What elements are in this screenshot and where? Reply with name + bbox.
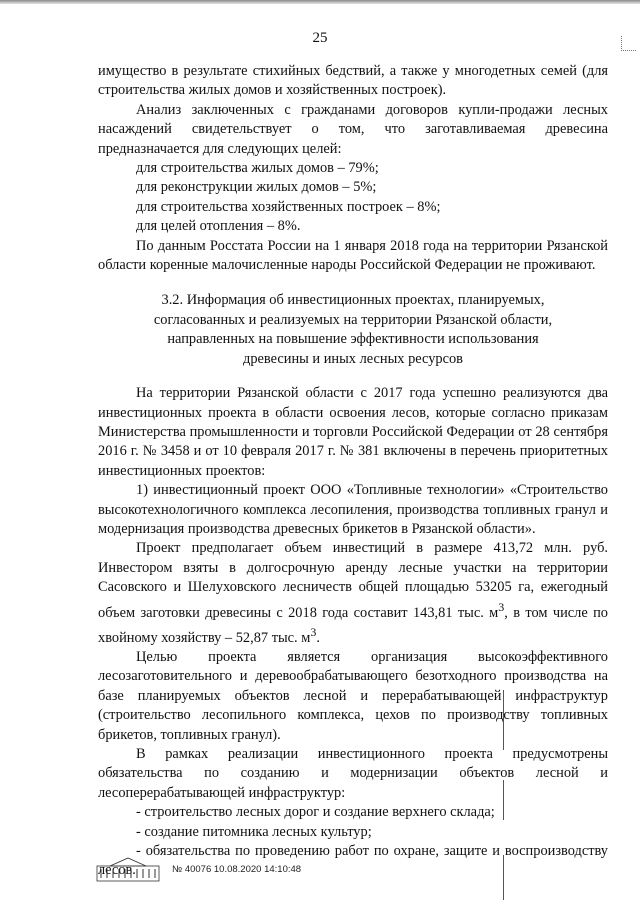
paragraph-investment <box>98 539 608 648</box>
section-heading-line: древесины и иных лесных ресурсов <box>243 350 463 367</box>
registration-stamp: № 40076 10.08.2020 14:10:48 <box>172 863 302 875</box>
paragraph-obligations: В рамках реализации инвестиционного проекта предусмотрены обязательства по созданию и модернизации объектов лесной и лесоперерабатывающей инфраструктур: <box>98 746 608 801</box>
investment-text: Проект предполагает объем инвестиций в размере 413,72 млн. руб. Инвестором взяты в долгосрочную аренду лесные участки на территории Сасовского и Шелуховского лесничеств общей площадью 53205 га, ежегодный объем заготовки древесины с 2018 года составит 143,81 тыс. м <box>98 540 608 621</box>
investment-text: . <box>316 629 320 646</box>
obligation-item: - строительство лесных дорог и создание верхнего склада; <box>136 804 495 821</box>
purpose-list-item: для реконструкции жилых домов – 5%; <box>136 179 377 196</box>
section-heading-line: направленных на повышение эффективности использования <box>167 331 539 348</box>
purpose-list-item: для строительства жилых домов – 79%; <box>136 160 379 177</box>
paragraph-project: 1) инвестиционный проект ООО «Топливные технологии» «Строительство высокотехнологичного комплекса лесопиления, производства топливных гранул и модернизация производства древесных брикетов в Рязанской области». <box>98 482 608 537</box>
paragraph: имущество в результате стихийных бедствий, а также у многодетных семей (для строительства жилых домов и хозяйственных построек). <box>98 63 608 99</box>
building-stamp-icon <box>96 856 160 882</box>
paragraph: На территории Рязанской области с 2017 года успешно реализуются два инвестиционных проекта в области освоения лесов, которые согласно приказам Министерства промышленности и торговли Российской Федерации от 28 сентября 2016 г. № 3458 и от 10 февраля 2017 г. № 381 включены в перечень приоритетных инвестиционных проектов: <box>98 385 608 479</box>
section-heading-line: согласованных и реализуемых на территории Рязанской области, <box>153 311 553 328</box>
paragraph: Анализ заключенных с гражданами договоров купли-продажи лесных насаждений свидетельствует о том, что заготавливаемая древесина предназначается для следующих целей: <box>98 101 608 157</box>
section-heading <box>98 291 608 369</box>
scan-top-edge <box>0 0 640 4</box>
document-body <box>98 62 608 881</box>
footer <box>96 856 301 882</box>
paragraph-rosstat: По данным Росстата России на 1 января 2018 года на территории Рязанской области коренные малочисленные народы Российской Федерации не проживают. <box>98 237 608 274</box>
superscript: 3 <box>498 599 505 614</box>
page-number: 25 <box>312 30 328 46</box>
paragraph-goal: Целью проекта является организация высокоэффективного лесозаготовительного и деревообрабатывающего безотходного производства на базе планируемых объектов лесной и перерабатывающей инфраструктур (строительство лесопильного комплекса, цехов по производству топливных брикетов, топливных гранул). <box>98 648 608 743</box>
obligation-item: - создание питомника лесных культур; <box>136 823 372 840</box>
investment-text: , в том числе по хвойному хозяйству – 52,87 тыс. м <box>98 604 608 646</box>
obligation-item: - обязательства по проведению работ по охране, защите и воспроизводству лесов. <box>98 843 608 879</box>
superscript: 3 <box>310 624 317 639</box>
purpose-list-item: для строительства хозяйственных построек – 8%; <box>136 198 441 215</box>
section-heading-line: 3.2. Информация об инвестиционных проектах, планируемых, <box>161 292 545 309</box>
purpose-list-item: для целей отопления – 8%. <box>136 218 301 235</box>
